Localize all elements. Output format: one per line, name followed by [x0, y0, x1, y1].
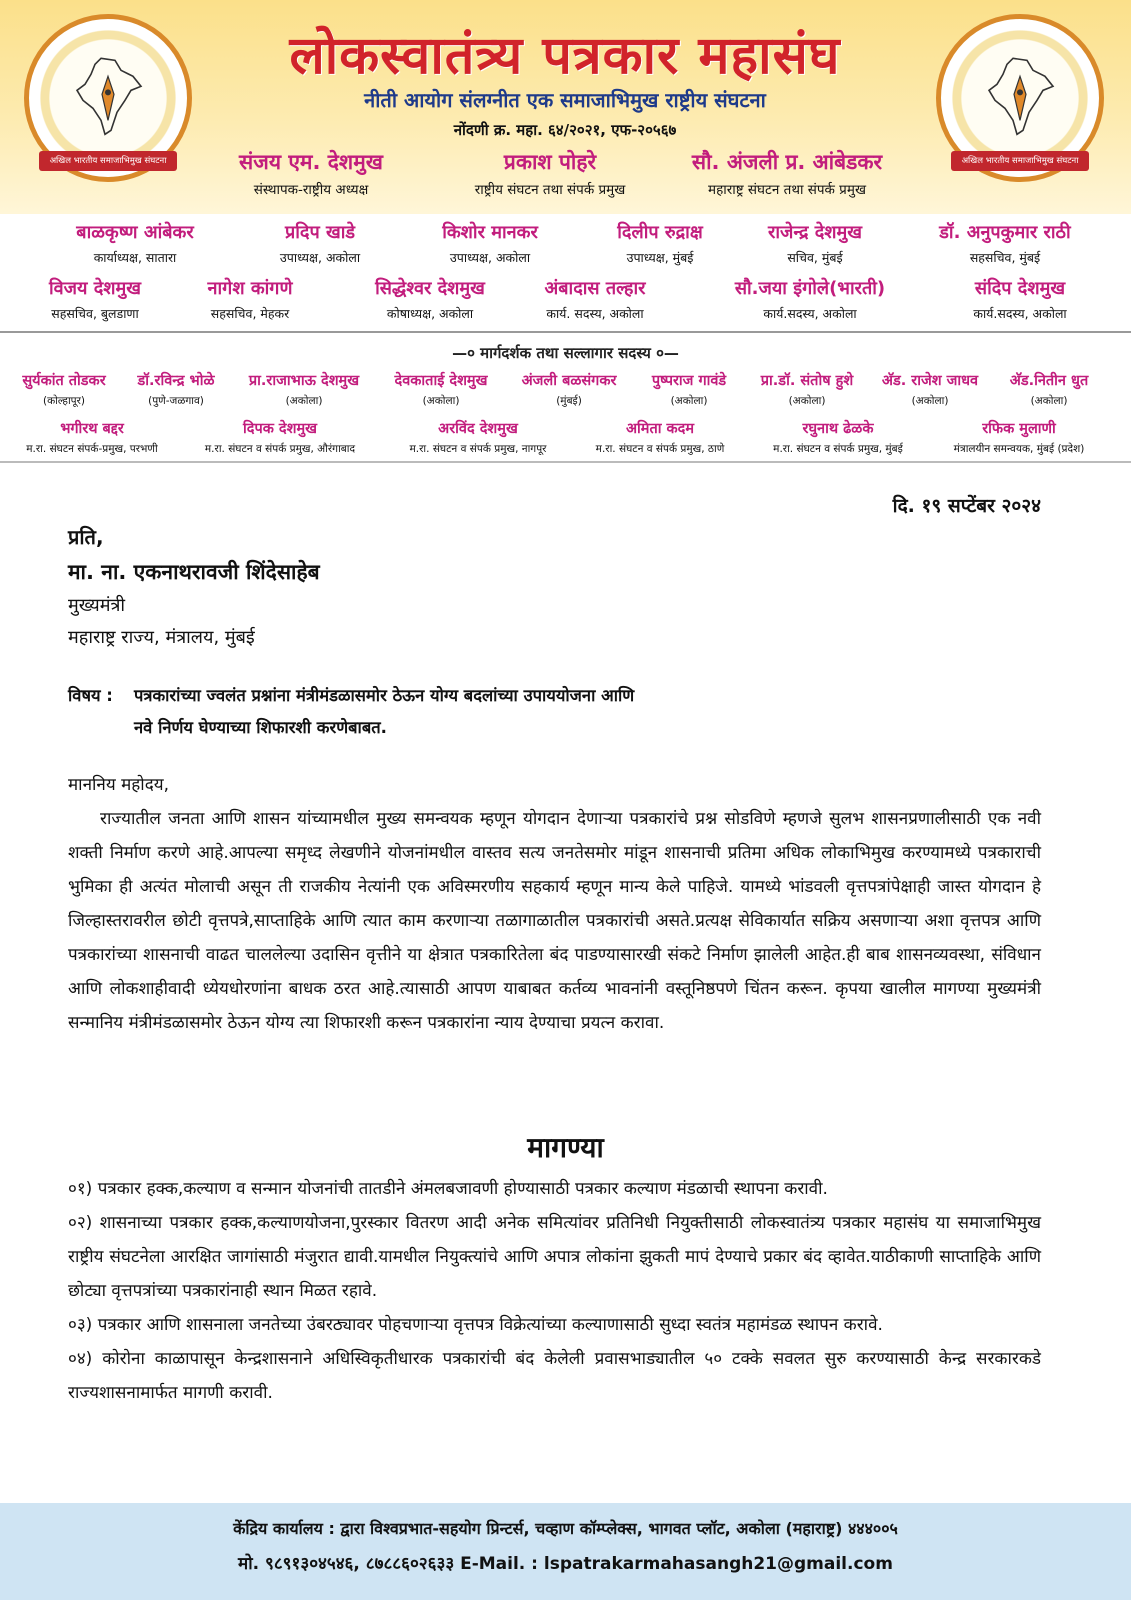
coordinator-role: म.रा. संघटन व संपर्क प्रमुख, ठाणे [595, 443, 725, 455]
leader-national-organizer [420, 148, 680, 198]
advisor-item [228, 370, 380, 408]
coordinator-role: म.रा. संघटन व संपर्क प्रमुख, औरंगाबाद [204, 443, 356, 455]
subject-line: पत्रकारांच्या ज्वलंत प्रश्नांना मंत्रीमंडळासमोर ठेऊन योग्य बदलांच्या उपाययोजना आणि [134, 686, 635, 705]
regional-coordinator [380, 418, 576, 456]
recipient-block [68, 520, 320, 654]
leader-name: संजय एम. देशमुख [239, 150, 383, 174]
advisor-name: प्रा.राजाभाऊ देशमुख [248, 373, 360, 389]
leader-role: महाराष्ट्र संघटन तथा संपर्क प्रमुख [708, 182, 866, 198]
member-card [230, 220, 410, 266]
advisor-item [120, 370, 232, 408]
demand-item: ०३) पत्रकार आणि शासनाला जनतेच्या उंबरठ्यावर पोहचणाऱ्या वृत्तपत्र विक्रेत्यांच्या कल्याणासाठी सुध्दा स्वतंत्र महामंडळ स्थापन करावे. [68, 1315, 883, 1335]
member-role: कार्य. सदस्य, अकोला [546, 306, 644, 321]
advisor-place: (अकोला) [422, 395, 460, 407]
regional-coordinator [924, 418, 1114, 456]
leader-name: सौ. अंजली प्र. आंबेडकर [691, 150, 883, 174]
member-name: सिद्धेश्वर देशमुख [375, 278, 485, 299]
advisor-item [374, 370, 508, 408]
member-name: डॉ. अनुपकुमार राठी [939, 222, 1071, 243]
coordinator-name: भगीरथ बद्दर [60, 421, 124, 437]
advisor-name: देवकाताई देशमुख [394, 373, 488, 389]
organization-seal-left [24, 14, 192, 182]
member-card [165, 276, 335, 322]
organization-subtitle: नीती आयोग संलग्नीत एक समाजाभिमुख राष्ट्रीय संघटना [364, 88, 766, 112]
coordinator-name: अरविंद देशमुख [438, 421, 518, 437]
member-role: उपाध्यक्ष, अकोला [279, 250, 361, 265]
coordinator-name: रफिक मुलाणी [982, 421, 1056, 437]
member-name: दिलीप रुद्राक्ष [617, 222, 703, 243]
advisor-place: (अकोला) [788, 395, 826, 407]
advisor-item [742, 370, 872, 408]
member-card [930, 276, 1110, 322]
advisor-item [502, 370, 636, 408]
footer [0, 1503, 1131, 1600]
member-card [330, 276, 530, 322]
india-map-pen-icon [71, 54, 145, 138]
recipient-title: मुख्यमंत्री [68, 595, 126, 616]
regional-coordinator [572, 418, 748, 456]
member-role: कार्याध्यक्ष, सातारा [93, 250, 177, 265]
advisor-name: प्रा.डॉ. संतोष हुशे [760, 373, 854, 389]
member-name: राजेन्द्र देशमुख [767, 222, 863, 243]
demand-item: ०४) कोरोना काळापासून केन्द्रशासनाने अधिस्विकृतीधारक पत्रकारांची बंद केलेली प्रवासभाड्यातील ५० टक्के सवलत सुरु करण्यासाठी केन्द्र सरकारकडे राज्यशासनामार्फत मागणी करावी. [68, 1349, 1041, 1403]
member-role: सचिव, मुंबई [787, 250, 843, 265]
member-card [40, 220, 230, 266]
subject-block [68, 680, 1048, 744]
seal-banner: अखिल भारतीय समाजाभिमुख संघटना [951, 151, 1089, 171]
leader-state-organizer [652, 148, 922, 198]
india-map-pen-icon [983, 54, 1057, 138]
letterhead [0, 0, 1131, 214]
contact-info: मो. ९८९१३०४५४६, ८७८८६०२६३३ E-Mail. : lspatrakarmahasangh21@gmail.com [238, 1554, 893, 1574]
office-address: केंद्रिय कार्यालय : द्वारा विश्वप्रभात-सहयोग प्रिन्टर्स, चव्हाण कॉम्प्लेक्स, भागवत प्लॉट, अकोला (महाराष्ट्र) ४४४००५ [233, 1519, 898, 1538]
demand-item: ०१) पत्रकार हक्क,कल्याण व सन्मान योजनांची तातडीने अंमलबजावणी होण्यासाठी पत्रकार कल्याण मंडळाची स्थापना करावी. [68, 1179, 828, 1199]
member-card [895, 220, 1115, 266]
advisor-place: (अकोला) [285, 395, 323, 407]
advisor-item [990, 370, 1108, 408]
demand-item: ०२) शासनाच्या पत्रकार हक्क,कल्याणयोजना,पुरस्कार वितरण आदी अनेक समित्यांवर प्रतिनिधी नियुक्तीसाठी लोकस्वातंत्र्य पत्रकार महासंघ या समाजाभिमुख राष्ट्रीय संघटनेला आरक्षित जागांसाठी मंजुरात द्यावी.यामधील नियुक्त्यांचे आणि अपात्र लोकांना झुकती मापं देण्याचे प्रकार बंद व्हावेत.याठीकाणी साप्ताहिके आणि छोट्या वृत्तपत्रांच्या पत्रकारांनाही स्थान मिळत रहावे. [68, 1213, 1041, 1301]
letter-date: दि. १९ सप्टेंबर २०२४ [892, 495, 1041, 517]
member-name: सौ.जया इंगोले(भारती) [734, 278, 886, 299]
regional-coordinator [748, 418, 928, 456]
advisor-name: अ‍ॅड.नितीन धुत [1009, 373, 1089, 389]
member-role: कोषाध्यक्ष, अकोला [386, 306, 474, 321]
member-name: विजय देशमुख [48, 278, 142, 299]
coordinator-role: म.रा. संघटन व संपर्क प्रमुख, नागपूर [409, 443, 547, 455]
advisor-item [628, 370, 750, 408]
member-name: बाळकृष्ण आंबेकर [76, 222, 194, 243]
leader-name: प्रकाश पोहरे [503, 150, 597, 174]
member-card [400, 220, 580, 266]
salutation: माननिय महोदय, [68, 775, 169, 795]
member-name: अंबादास तल्हार [544, 278, 646, 299]
advisor-name: अ‍ॅड. राजेश जाधव [881, 373, 979, 389]
leader-role: संस्थापक-राष्ट्रीय अध्यक्ष [253, 182, 369, 198]
regional-coordinator [180, 418, 380, 456]
member-role: कार्य.सदस्य, अकोला [763, 306, 857, 321]
leader-role: राष्ट्रीय संघटन तथा संपर्क प्रमुख [474, 182, 626, 198]
member-card [10, 276, 180, 322]
member-role: सहसचिव, मुंबई [969, 250, 1041, 265]
divider [0, 461, 1131, 463]
advisor-item [866, 370, 994, 408]
member-role: सहसचिव, मेहकर [210, 306, 290, 321]
member-role: उपाध्यक्ष, अकोला [449, 250, 531, 265]
advisor-place: (मुंबई) [556, 395, 582, 407]
coordinator-name: दिपक देशमुख [243, 421, 317, 437]
advisor-name: पुष्पराज गावंडे [651, 373, 727, 389]
coordinator-name: अमिता कदम [625, 421, 695, 437]
member-name: संदिप देशमुख [974, 278, 1066, 299]
member-card [510, 276, 680, 322]
letter-body: राज्यातील जनता आणि शासन यांच्यामधील मुख्य समन्वयक म्हणून योगदान देणाऱ्या पत्रकारांचे प्रश्न सोडविणे म्हणजे सुलभ शासनप्रणालीसाठी एक नवी शक्ती निर्माण करणे आहे.आपल्या समृध्द लेखणीने योजनांमधील वास्तव सत्य जनतेसमोर मांडून शासनाची प्रतिमा अधिक लोकाभिमुख करण्यामध्ये पत्रकाराची भुमिका ही अत्यंत मोलाची असून ती राजकीय नेत्यांनी एक अविस्मरणीय सहकार्य म्हणून मान्य केले पाहिजे. यामध्ये भांडवली वृत्तपत्रांपेक्षाही जास्त योगदान हे जिल्हास्तरावरील छोटी वृत्तपत्रे,साप्ताहिके आणि त्यात काम करणाऱ्या तळागाळातील पत्रकारांची असते.प्रत्यक्ष सेविकार्यात सक्रिय असणाऱ्या अशा वृत्तपत्र आणि पत्रकारांच्या शासनाची वाढत चाललेल्या उदासिन वृत्तीने या क्षेत्रात पत्रकारितेला बंद पाडण्यासारखी संकटे निर्माण झालेली आहेत.ही बाब शासनव्यवस्था, संविधान आणि लोकशाहीवादी ध्येयधोरणांना बाधक ठरत आहे.त्यासाठी आपण याबाबत कर्तव्य भावनांनी वस्तूनिष्ठपणे चिंतन करून. कृपया खालील मागण्या मुख्यमंत्री सन्मानिय मंत्रीमंडळासमोर ठेऊन योग्य त्या शिफारशी करून पत्रकारांना न्याय देण्याचा प्रयत्न करावा. [68, 809, 1041, 1033]
registration-number: नोंदणी क्र. महा. ६४/२०२१, एफ-२०५६७ [453, 121, 677, 139]
subject-label: विषय : [68, 686, 113, 705]
recipient-address: महाराष्ट्र राज्य, मंत्रालय, मुंबई [68, 627, 255, 648]
seal-banner: अखिल भारतीय समाजाभिमुख संघटना [39, 151, 177, 171]
coordinator-role: मंत्रालयीन समन्वयक, मुंबई (प्रदेश) [953, 443, 1085, 455]
coordinator-role: म.रा. संघटन संपर्क-प्रमुख, परभणी [26, 443, 158, 455]
member-name: प्रदिप खाडे [285, 222, 355, 243]
member-name: किशोर मानकर [442, 222, 538, 243]
member-role: उपाध्यक्ष, मुंबई [626, 250, 694, 265]
leader-founder [196, 148, 426, 198]
advisor-name: सुर्यकांत तोडकर [22, 373, 106, 389]
member-card [720, 220, 910, 266]
to-label: प्रति, [68, 525, 104, 549]
advisor-place: (पुणे-जळगाव) [148, 395, 204, 407]
member-role: सहसचिव, बुलडाणा [51, 306, 139, 321]
member-role: कार्य.सदस्य, अकोला [973, 306, 1067, 321]
organization-title: लोकस्वातंत्र्य पत्रकार महासंघ [289, 25, 841, 86]
advisor-name: अंजली बळसंगकर [521, 373, 617, 389]
advisor-place: (अकोला) [911, 395, 949, 407]
organization-seal-right [936, 14, 1104, 182]
demands-list [68, 1172, 1041, 1410]
advisor-place: (अकोला) [670, 395, 708, 407]
member-name: नागेश कांगणे [207, 278, 293, 299]
advisor-item [2, 370, 126, 408]
subject-line: नवे निर्णय घेण्याच्या शिफारशी करणेबाबत. [134, 718, 387, 737]
member-card [700, 276, 920, 322]
recipient-name: मा. ना. एकनाथरावजी शिंदेसाहेब [68, 560, 320, 584]
coordinator-name: रघुनाथ ढेळके [802, 421, 874, 437]
advisor-place: (अकोला) [1030, 395, 1068, 407]
advisor-place: (कोल्हापूर) [42, 395, 86, 407]
coordinator-role: म.रा. संघटन व संपर्क प्रमुख, मुंबई [773, 443, 903, 455]
regional-coordinator [4, 418, 180, 456]
demands-title: मागण्या [527, 1131, 604, 1164]
advisor-name: डॉ.रविन्द्र भोळे [137, 373, 215, 389]
divider [0, 331, 1131, 333]
advisors-heading: —० मार्गदर्शक तथा सल्लागार सदस्य ०— [452, 344, 679, 362]
